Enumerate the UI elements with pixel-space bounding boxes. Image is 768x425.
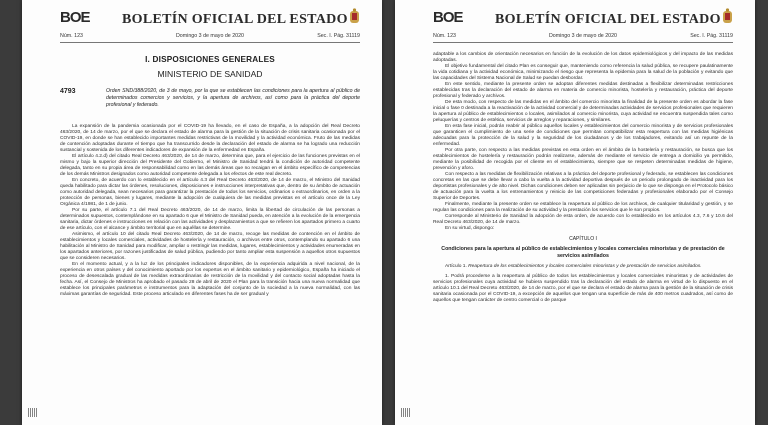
issue-date: Domingo 3 de mayo de 2020 — [548, 33, 618, 39]
issue-number: Núm. 123 — [433, 33, 456, 39]
verification-code-icon — [28, 408, 37, 417]
paragraph: El objetivo fundamental del citado Plan es conseguir que, manteniendo como referencia la salud pública, se recupere paulatinamente la vida cotidiana y la actividad económica, minimizando el riesgo que representa la epidemia para la salud de la población y evitando que las capacidades del Sistema Nacional de Salud se puedan desbordar. — [433, 64, 733, 81]
body-text — [60, 124, 360, 298]
paragraph: Corresponde al Ministerio de Sanidad la adopción de esta orden, de acuerdo con lo establecido en los artículos 4.3, 7.6 y 10.6 del Real Decreto 463/2020, de 14 de marzo. — [433, 214, 733, 226]
paragraph: El artículo 4.2.d) del citado Real Decreto 463/2020, de 14 de marzo, determina que, para el ejercicio de las funciones previstas en el mismo y bajo la superior dirección del Presidente del Gobierno, el Ministro de Sanidad tendrá la condición de autoridad competente delegada, tanto en su propia área de responsabilidad como en las demás áreas que no recaigan en el ámbito específico de competencias de los demás Ministros designados como autoridad competente delegada a los efectos de este real decreto. — [60, 153, 360, 177]
coat-of-arms-icon — [722, 8, 733, 25]
boe-logo: BOE — [433, 9, 463, 26]
paragraph: Asimismo, el artículo 10 del citado Real Decreto 463/2020, de 14 de marzo, recoge las medidas de contención en el ámbito de establecimientos y locales comerciales, actividades de hostelería y restauración, o archivos entre otros, contemplando su apartado 6 una habilitación al Ministro de Sanidad para modificar, ampliar o restringir las medidas, lugares, establecimientos y actividades enumeradas en los apartados anteriores, por razones justificadas de salud pública, pudiendo por tanto ampliar esta suspensión a aquellos otros supuestos que se consideren necesarios. — [60, 231, 360, 261]
boe-logo: BOE — [60, 9, 90, 26]
article-heading — [433, 264, 733, 270]
gazette-title: BOLETÍN OFICIAL DEL ESTADO — [495, 12, 721, 27]
chapter-title: Condiciones para la apertura al público de establecimientos y locales comerciales minoristas y de prestación de servicios asimilados — [441, 246, 725, 259]
issue-bar — [433, 33, 733, 43]
body-text — [433, 52, 733, 304]
paragraph: adaptable a los cambios de orientación necesarios en función de la evolución de los datos epidemiológicos y del impacto de las medidas adoptadas. — [433, 52, 733, 63]
verification-code-icon — [401, 408, 410, 417]
section-page: Sec. I. Pág. 31119 — [690, 33, 733, 39]
article-paragraph: 1. Podrá procederse a la reapertura al público de todos los establecimientos y locales comerciales minoristas y de actividades de servicios profesionales cuya actividad se hubiera suspendido tras la declaración del estado de alarma en virtud de lo dispuesto en el artículo 10.1 del Real Decreto 463/2020, de 14 de marzo, por el que se declara el estado de alarma para la gestión de la situación de crisis sanitaria ocasionada por el COVID-19, a excepción de aquellos que tengan una superficie de más de 400 metros cuadrados, así como de aquellos que tengan carácter de centro comercial o de parque — [433, 274, 733, 304]
paragraph: En su virtud, dispongo: — [445, 226, 495, 232]
page-header — [22, 0, 382, 30]
paragraph: La expansión de la pandemia ocasionada por el COVID-19 ha llevado, en el caso de España, a la adopción del Real Decreto 463/2020, de 14 de marzo, por el que se declara el estado de alarma para la gestión de la situación de crisis sanitaria ocasionada por el COVID-19, en donde se han establecido importantes medidas restrictivas de la movilidad y la actividad económica. Fruto de las medidas de contención adoptadas durante el tiempo que ha transcurrido desde la declaración del estado de alarma se ha logrado una reducción sustancial y sostenida de los diferentes indicadores de expansión de la enfermedad en España. — [60, 124, 360, 153]
paragraph: En este sentido, mediante la presente orden se adoptan diferentes medidas destinadas a flexibilizar determinadas restricciones establecidas tras la declaración del estado de alarma en materia de comercio minorista, hostelería y restauración, práctica del deporte profesional y federado y archivos. — [433, 82, 733, 100]
chapter-label: CAPÍTULO I — [569, 236, 597, 243]
document-page-right — [395, 0, 755, 425]
article-title: Reapertura de los establecimientos y locales comerciales minoristas y de prestación de servicios asimilados. — [468, 264, 702, 270]
issue-number: Núm. 123 — [60, 33, 83, 39]
issue-date: Domingo 3 de mayo de 2020 — [175, 33, 245, 39]
order-title: Orden SND/388/2020, de 3 de mayo, por la que se establecen las condiciones para la apertura al público de determinados comercios y servicios, y la apertura de archivos, así como para la práctica del deporte profesional y federado. — [106, 88, 360, 108]
page-header — [395, 0, 755, 30]
gazette-title: BOLETÍN OFICIAL DEL ESTADO — [122, 12, 348, 27]
coat-of-arms-icon — [349, 8, 360, 25]
paragraph: Por su parte, el artículo 7.1 del Real Decreto 463/2020, de 14 de marzo, limita la libertad de circulación de las personas a determinados supuestos, contemplándose en su apartado 6 que el Ministro de Sanidad pueda, en atención a la evolución de la emergencia sanitaria, dictar órdenes e instrucciones en relación con las actividades y desplazamientos a que se refieren los apartados primero a cuarto de ese artículo, con el alcance y ámbito territorial que en aquéllas se determine. — [60, 207, 360, 231]
paragraph: Finalmente, mediante la presente orden se establece la reapertura al público de los archivos, de cualquier titularidad y gestión, y se regulan las condiciones para la realización de su actividad y la prestación los servicios que le son propios. — [433, 202, 733, 214]
paragraph: De esta modo, con respecto de las medidas en el ámbito del comercio minorista la finalidad de la presente orden es abordar la fase inicial o fase 0 destinada a la reactivación de la actividad comercial y de determinadas actividades de servicios profesionales que requieren la apertura al público de establecimientos o locales, asimilados al comercio minorista, cuya actividad se encuentra suspendida tales como peluquerías y centros de estética, servicios de arreglos y reparaciones, y similares. — [433, 100, 733, 124]
item-number: 4793 — [60, 88, 76, 95]
article-label: Artículo 1. — [445, 264, 467, 270]
paragraph: Con respecto a las medidas de flexibilización relativas a la práctica del deporte profesional y federado, se establecen las condiciones concretas en las que se debe llevar a cabo la vuelta a la actividad deportiva después de un periodo prolongado de inactividad para los deportistas profesionales y de alto nivel. Dichas condiciones deben ser aplicadas sin perjuicio de lo que se disponga en el Protocolo básico de actuación para la vuelta a los entrenamientos y reinicio de las competiciones federadas y profesionales elaborado por el Consejo Superior de Deportes. — [433, 172, 733, 201]
issue-bar — [60, 33, 360, 43]
document-page-left — [22, 0, 382, 425]
ministry-name: MINISTERIO DE SANIDAD — [157, 69, 263, 79]
section-title: I. DISPOSICIONES GENERALES — [145, 55, 275, 64]
section-page: Sec. I. Pág. 31119 — [317, 33, 360, 39]
paragraph: En esta fase inicial, podrán reabrir al público aquellos locales y establecimientos del comercio minorista y de servicios profesionales que garanticen el cumplimiento de una serie de condiciones que permitan compatibilizar esta reapertura con las medidas higiénicas adecuadas para la protección de la salud y la seguridad de los ciudadanos y de los trabajadores, evitando así un repunte de la enfermedad. — [433, 124, 733, 148]
paragraph: En el momento actual, y a la luz de los principales indicadores disponibles, de la experiencia adquirida a nivel nacional, de la experiencia en otros países y del conocimiento aportado por los expertos en el ámbito sanitario y epidemiológico, España ha iniciado el proceso de desescalada gradual de las medidas extraordinarias de restricción de la movilidad y del contacto social adoptadas hasta la fecha. Así, el Consejo de Ministros ha aprobado el pasado 28 de abril de 2020 el Plan para la transición hacia una nueva normalidad que establece los principales parámetros e instrumentos para la adaptación del conjunto de la sociedad a la nueva normalidad, con las máximas garantías de seguridad. Este proceso articulado en diferentes fases ha de ser gradual y — [60, 261, 360, 297]
paragraph: En concreto, de acuerdo con lo establecido en el artículo 4.3 del Real Decreto 463/2020, de 14 de marzo, el Ministro del Sanidad queda habilitado para dictar las órdenes, resoluciones, disposiciones e instrucciones interpretativas que, dentro de su ámbito de actuación como autoridad delegada, sean necesarios para garantizar la prestación de todos los servicios, ordinarios o extraordinarios, en orden a la protección de personas, bienes y lugares, mediante la adopción de cualquiera de las medidas previstas en el artículo once de la Ley Orgánica 4/1981, de 1 de junio. — [60, 177, 360, 207]
paragraph: Por otra parte, con respecto a las medidas previstas en esta orden en el ámbito de la hostelería y restauración, se busca que los establecimientos de hostelería y restauración podrán realizarse, además de mediante el servicio de entrega a domicilio ya permitido, mediante la posibilidad de recogida por el cliente en el establecimiento, siempre que se respeten determinadas medidas de higiene, prevención y aforo. — [433, 148, 733, 172]
